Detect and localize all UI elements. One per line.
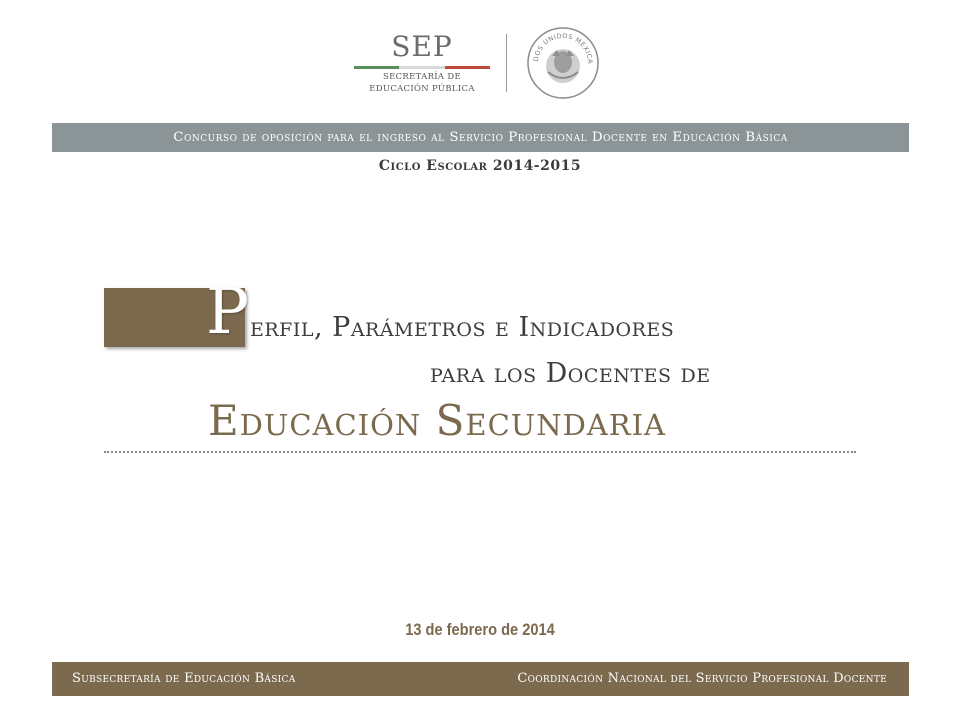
document-date: 13 de febrero de 2014 <box>405 620 555 639</box>
sep-subtitle-line1: SECRETARÍA DE <box>383 72 461 82</box>
sep-subtitle-line2: EDUCACIÓN PÚBLICA <box>369 84 475 94</box>
contest-title-band: Concurso de oposición para el ingreso al Servicio Profesional Docente en Educación Básica <box>52 123 909 152</box>
sep-logo <box>352 30 492 98</box>
title-line-2: para los Docentes de <box>430 358 711 389</box>
title-line-1: erfil, Parámetros e Indicadores <box>250 312 675 343</box>
title-line-3: Educación Secundaria <box>208 396 667 445</box>
footer-left-text: Subsecretaría de Educación Básica <box>72 671 296 686</box>
title-initial-letter: P <box>206 275 250 349</box>
seal-text: DOS UNIDOS MEXICA <box>531 31 595 65</box>
flag-color-line <box>354 66 490 69</box>
dotted-divider <box>104 451 856 453</box>
mexican-coat-of-arms-seal-icon <box>526 26 600 100</box>
footer-band <box>52 662 909 696</box>
logo-divider <box>506 34 507 92</box>
sep-wordmark: SEP <box>391 30 453 63</box>
footer-right-text: Coordinación Nacional del Servicio Profesional Docente <box>517 671 887 686</box>
school-cycle: Ciclo Escolar 2014-2015 <box>378 158 582 174</box>
